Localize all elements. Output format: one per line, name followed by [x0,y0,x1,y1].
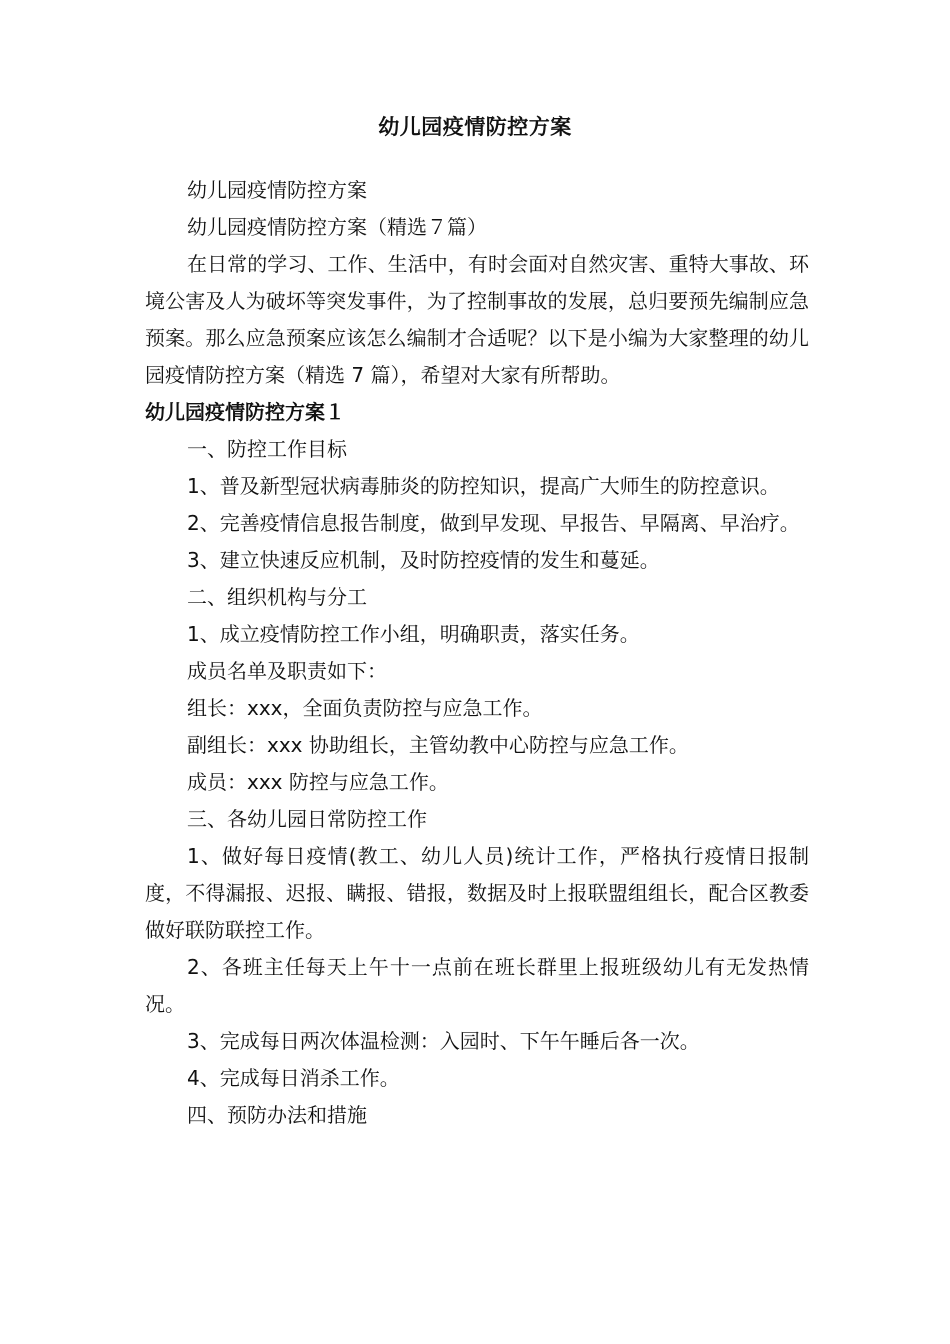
list-item: 2、各班主任每天上午十一点前在班长群里上报班级幼儿有无发热情况。 [145,955,809,1016]
list-item: 2、完善疫情信息报告制度，做到早发现、早报告、早隔离、早治疗。 [187,511,800,535]
body-paragraph: 副组长：xxx 协助组长，主管幼教中心防控与应急工作。 [187,733,689,757]
subtitle-selected-paragraph: 幼儿园疫情防控方案（精选７篇） [187,215,487,239]
body-paragraph: 成员：xxx 防控与应急工作。 [187,770,449,794]
body-paragraph: 组长：xxx，全面负责防控与应急工作。 [187,696,543,720]
body-paragraph: 成员名单及职责如下： [187,659,387,683]
list-item: 1、普及新型冠状病毒肺炎的防控知识，提高广大师生的防控意识。 [187,474,780,498]
intro-paragraph: 在日常的学习、工作、生活中，有时会面对自然灾害、重特大事故、环境公害及人为破坏等突发事件，为了控制事故的发展，总归要预先编制应急预案。那么应急预案应该怎么编制才合适呢？以下是小编为大家整理的幼儿园疫情防控方案（精选 7 篇），希望对大家有所帮助。 [145,252,809,387]
list-item: 3、建立快速反应机制，及时防控疫情的发生和蔓延。 [187,548,660,572]
list-item: 4、完成每日消杀工作。 [187,1066,400,1090]
subheading: 四、预防办法和措施 [187,1103,367,1127]
subheading: 三、各幼儿园日常防控工作 [187,807,427,831]
subtitle-paragraph: 幼儿园疫情防控方案 [187,178,367,202]
list-item: 1、成立疫情防控工作小组，明确职责，落实任务。 [187,622,640,646]
section-heading: 幼儿园疫情防控方案１ [145,400,345,424]
list-item: 3、完成每日两次体温检测：入园时、下午午睡后各一次。 [187,1029,700,1053]
subheading: 二、组织机构与分工 [187,585,367,609]
subheading: 一、防控工作目标 [187,437,347,461]
document-body [145,172,809,1134]
list-item: 1、做好每日疫情(教工、幼儿人员)统计工作，严格执行疫情日报制度，不得漏报、迟报、瞒报、错报，数据及时上报联盟组组长，配合区教委做好联防联控工作。 [145,844,809,942]
document-title: 幼儿园疫情防控方案 [378,115,572,139]
